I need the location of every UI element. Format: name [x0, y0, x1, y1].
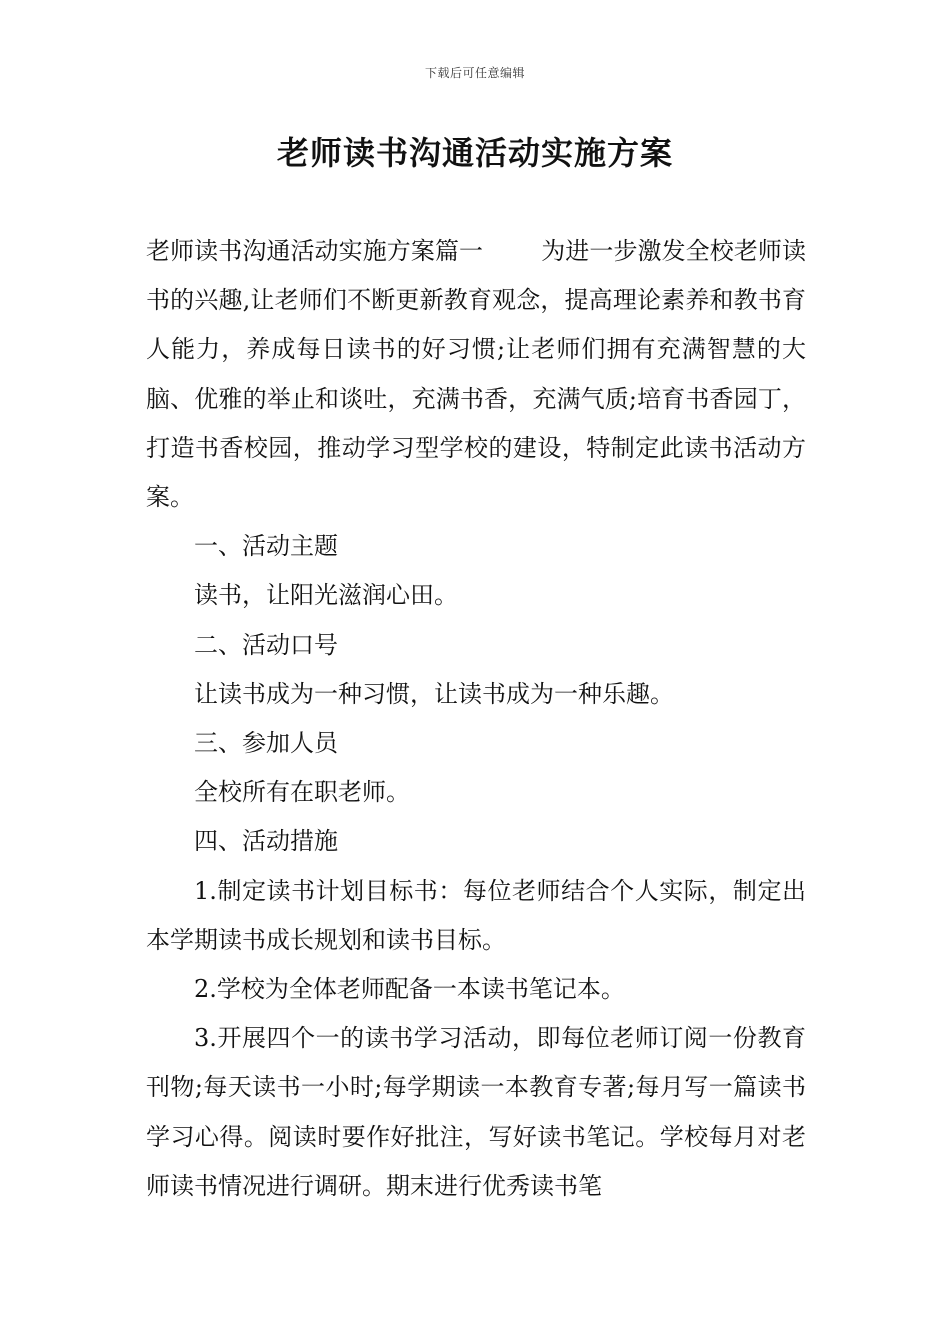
section-heading-theme: 一、活动主题	[194, 532, 338, 561]
document-body	[146, 227, 806, 1211]
intro-paragraph	[146, 227, 806, 522]
section-heading-measures: 四、活动措施	[194, 827, 338, 856]
section-heading-participants: 三、参加人员	[194, 729, 338, 758]
intro-lead: 老师读书沟通活动实施方案篇一	[146, 237, 484, 265]
document-title: 老师读书沟通活动实施方案	[276, 134, 673, 172]
section-heading-slogan: 二、活动口号	[194, 630, 338, 659]
section-content-theme: 读书，让阳光滋润心田。	[194, 581, 458, 610]
section-content-participants: 全校所有在职老师。	[194, 778, 410, 807]
intro-text: 为进一步激发全校老师读书的兴趣,让老师们不断更新教育观念，提高理论素养和教书育人能力，养成每日读书的好习惯;让老师们拥有充满智慧的大脑、优雅的举止和谈吐，充满书香，充满气质;培育书香园丁，打造书香校园，推动学习型学校的建设，特制定此读书活动方案。	[146, 237, 807, 512]
header-note: 下载后可任意编辑	[424, 66, 525, 80]
measure-item-1: 1.制定读书计划目标书：每位老师结合个人实际，制定出本学期读书成长规划和读书目标。	[146, 876, 806, 954]
section-content-slogan: 让读书成为一种习惯，让读书成为一种乐趣。	[194, 679, 674, 708]
measure-item-3: 3.开展四个一的读书学习活动，即每位老师订阅一份教育刊物;每天读书一小时;每学期读一本教育专著;每月写一篇读书学习心得。阅读时要作好批注，写好读书笔记。学校每月对老师读书情况进行调研。期末进行优秀读书笔	[146, 1024, 806, 1200]
measure-item-2: 2.学校为全体老师配备一本读书笔记本。	[194, 975, 625, 1004]
